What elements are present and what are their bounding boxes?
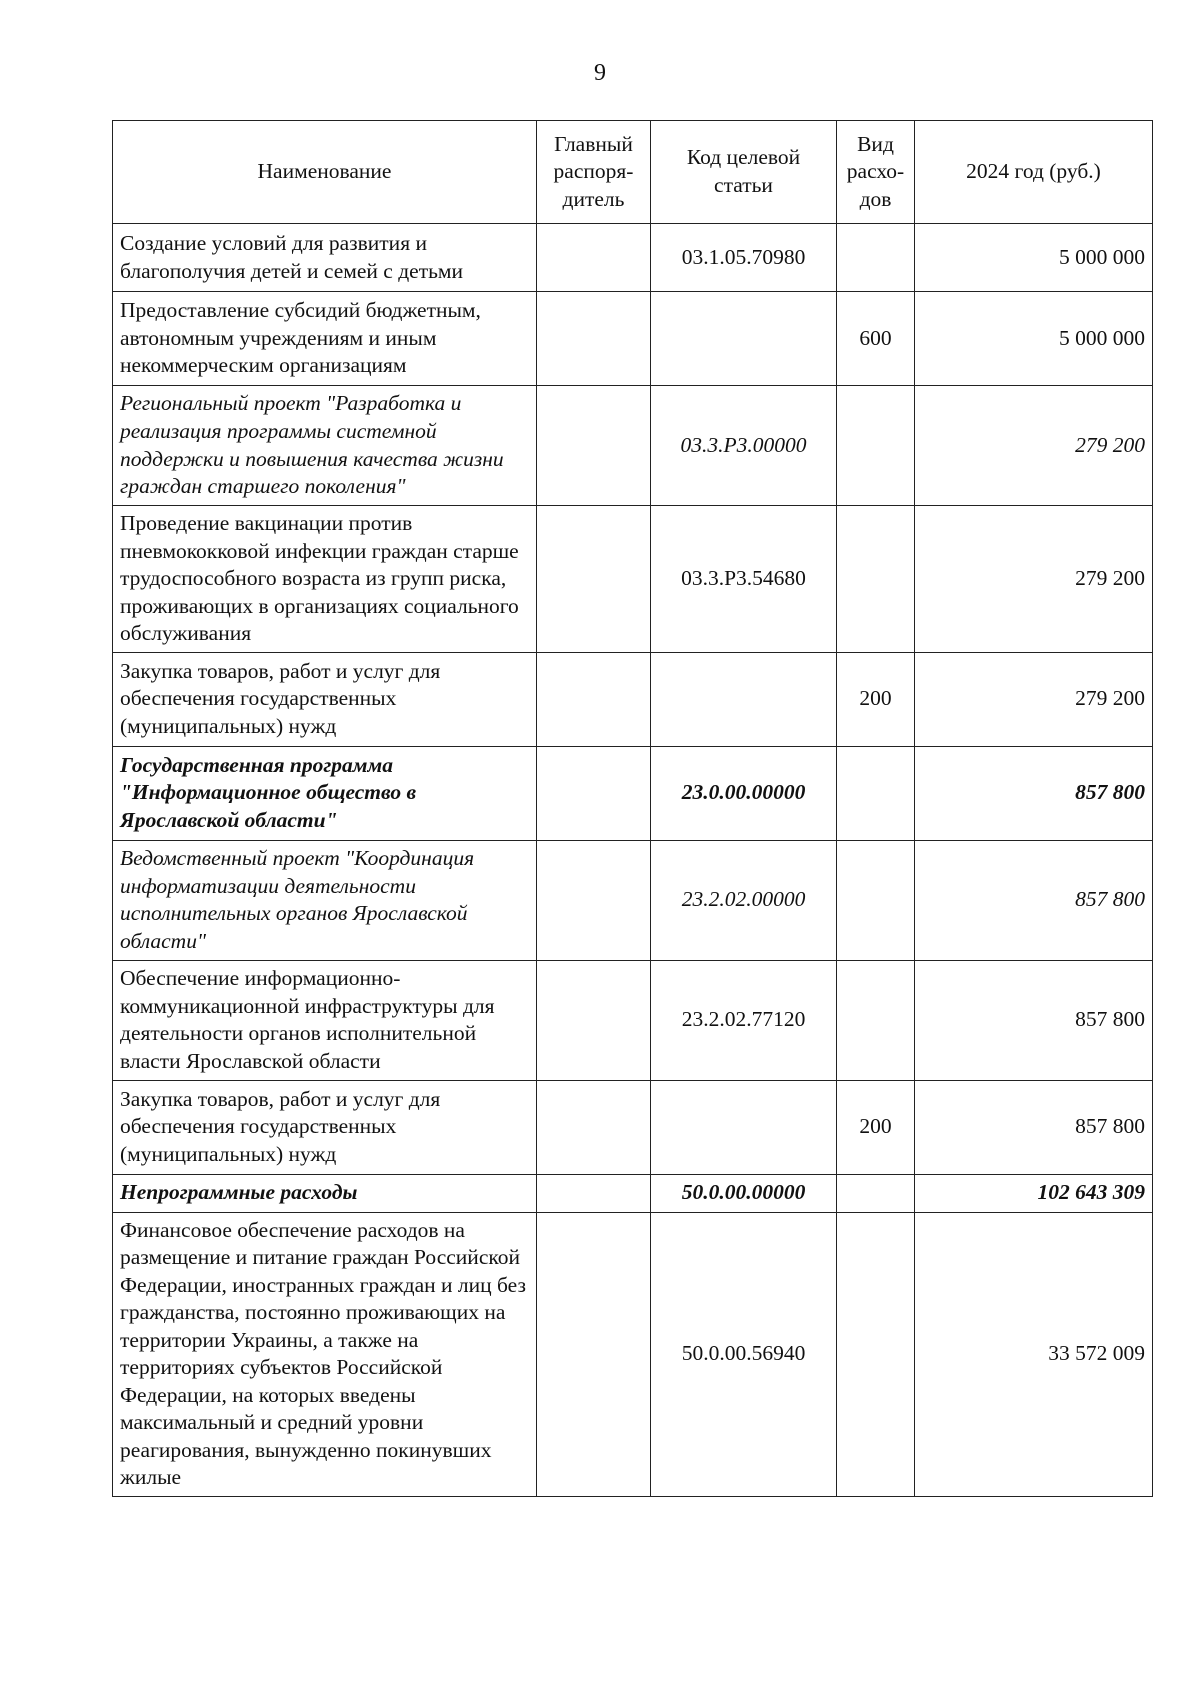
row-name: Обеспечение информационно-коммуникационной инфраструктуры для деятельности органов исполнительной власти Ярославской области bbox=[113, 960, 537, 1080]
header-amount: 2024 год (руб.) bbox=[915, 121, 1153, 224]
row-name: Непрограммные расходы bbox=[113, 1174, 537, 1212]
row-manager bbox=[537, 1212, 651, 1496]
row-kind bbox=[837, 960, 915, 1080]
table-row bbox=[113, 840, 1153, 960]
row-code: 03.3.P3.00000 bbox=[651, 386, 837, 506]
row-amount: 857 800 bbox=[915, 746, 1153, 840]
table-row bbox=[113, 652, 1153, 746]
row-kind bbox=[837, 1174, 915, 1212]
row-name: Закупка товаров, работ и услуг для обеспечения государственных (муниципальных) нужд bbox=[113, 652, 537, 746]
row-code bbox=[651, 292, 837, 386]
row-code bbox=[651, 1080, 837, 1174]
table-row bbox=[113, 506, 1153, 653]
row-kind bbox=[837, 386, 915, 506]
row-name: Ведомственный проект "Координация информатизации деятельности исполнительных органов Ярославской области" bbox=[113, 840, 537, 960]
row-amount: 279 200 bbox=[915, 386, 1153, 506]
row-code: 03.3.P3.54680 bbox=[651, 506, 837, 653]
table-row bbox=[113, 746, 1153, 840]
table-row bbox=[113, 1174, 1153, 1212]
row-kind: 200 bbox=[837, 652, 915, 746]
row-code: 23.2.02.77120 bbox=[651, 960, 837, 1080]
row-amount: 5 000 000 bbox=[915, 292, 1153, 386]
row-amount: 102 643 309 bbox=[915, 1174, 1153, 1212]
row-manager bbox=[537, 386, 651, 506]
header-kind: Вид расхо-дов bbox=[837, 121, 915, 224]
row-code: 23.0.00.00000 bbox=[651, 746, 837, 840]
table-row bbox=[113, 386, 1153, 506]
table-row bbox=[113, 224, 1153, 292]
row-amount: 5 000 000 bbox=[915, 224, 1153, 292]
row-manager bbox=[537, 506, 651, 653]
row-amount: 33 572 009 bbox=[915, 1212, 1153, 1496]
row-manager bbox=[537, 292, 651, 386]
row-name: Проведение вакцинации против пневмококковой инфекции граждан старше трудоспособного возраста из групп риска, проживающих в организациях социального обслуживания bbox=[113, 506, 537, 653]
row-manager bbox=[537, 224, 651, 292]
row-code: 03.1.05.70980 bbox=[651, 224, 837, 292]
budget-table bbox=[112, 120, 1153, 1497]
row-manager bbox=[537, 652, 651, 746]
row-name: Создание условий для развития и благополучия детей и семей с детьми bbox=[113, 224, 537, 292]
row-amount: 857 800 bbox=[915, 960, 1153, 1080]
row-kind: 200 bbox=[837, 1080, 915, 1174]
row-code: 50.0.00.00000 bbox=[651, 1174, 837, 1212]
table-row bbox=[113, 960, 1153, 1080]
row-kind bbox=[837, 746, 915, 840]
row-code: 50.0.00.56940 bbox=[651, 1212, 837, 1496]
header-code: Код целевой статьи bbox=[651, 121, 837, 224]
row-amount: 279 200 bbox=[915, 506, 1153, 653]
row-name: Финансовое обеспечение расходов на размещение и питание граждан Российской Федерации, иностранных граждан и лиц без гражданства, постоянно проживающих на территории Украины, а также на территориях субъектов Российской Федерации, на которых введены максимальный и средний уровни реагирования, вынужденно покинувших жилые bbox=[113, 1212, 537, 1496]
row-amount: 857 800 bbox=[915, 840, 1153, 960]
row-name: Закупка товаров, работ и услуг для обеспечения государственных (муниципальных) нужд bbox=[113, 1080, 537, 1174]
row-manager bbox=[537, 1174, 651, 1212]
row-amount: 857 800 bbox=[915, 1080, 1153, 1174]
row-name: Предоставление субсидий бюджетным, автономным учреждениям и иным некоммерческим организациям bbox=[113, 292, 537, 386]
row-manager bbox=[537, 746, 651, 840]
table-row bbox=[113, 292, 1153, 386]
row-kind bbox=[837, 840, 915, 960]
row-kind: 600 bbox=[837, 292, 915, 386]
row-amount: 279 200 bbox=[915, 652, 1153, 746]
row-code bbox=[651, 652, 837, 746]
row-name: Государственная программа "Информационное общество в Ярославской области" bbox=[113, 746, 537, 840]
row-name: Региональный проект "Разработка и реализация программы системной поддержки и повышения качества жизни граждан старшего поколения" bbox=[113, 386, 537, 506]
row-manager bbox=[537, 1080, 651, 1174]
row-kind bbox=[837, 224, 915, 292]
row-kind bbox=[837, 1212, 915, 1496]
row-code: 23.2.02.00000 bbox=[651, 840, 837, 960]
table-row bbox=[113, 1080, 1153, 1174]
page-number: 9 bbox=[594, 60, 606, 86]
table-row bbox=[113, 1212, 1153, 1496]
row-manager bbox=[537, 840, 651, 960]
row-manager bbox=[537, 960, 651, 1080]
table-header-row bbox=[113, 121, 1153, 224]
header-manager: Главный распоря-дитель bbox=[537, 121, 651, 224]
header-name: Наименование bbox=[113, 121, 537, 224]
row-kind bbox=[837, 506, 915, 653]
